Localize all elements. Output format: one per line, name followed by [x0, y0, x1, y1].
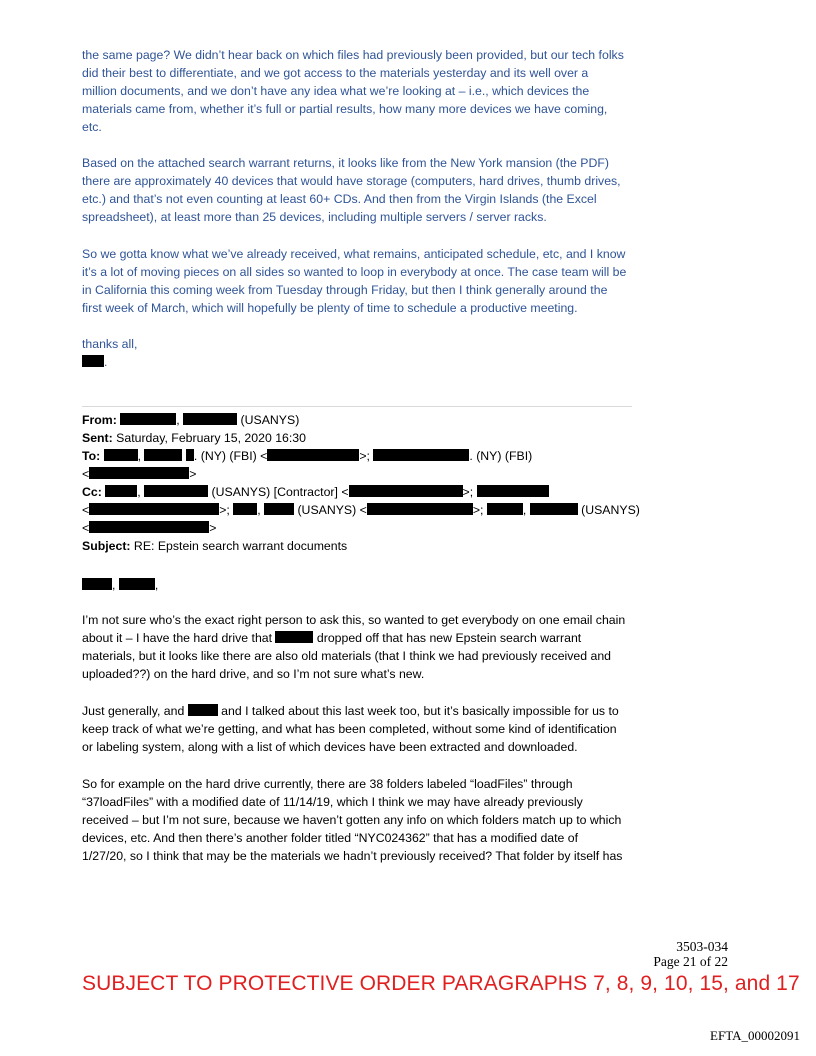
- cc-line-cont: < >; , (USANYS) < >; , (USANYS): [82, 503, 640, 517]
- reply-paragraph-1: the same page? We didn’t hear back on which files had previously been provided, but our tech folks did their best to differentiate, and we got access to the materials yesterday and its well over a million documents, and we don’t have any idea what we’re looking at – i.e., which devices the materials came from, whether it’s full or partial results, how many more devices we have coming, etc.: [82, 48, 624, 134]
- reply-signoff: thanks all, .: [82, 335, 642, 371]
- original-paragraph-3: So for example on the hard drive currently, there are 38 folders labeled “loadFiles” through “37loadFiles” with a modified date of 11/14/19, which I think we may have already previously received – but I’m not sure, because we haven’t gotten any info on which folders match up to which devices, etc. And then there’s another folder titled “NYC024362” that has a modified date of 1/27/20, so I think that may be the materials we hadn’t previously received? That folder by itself has: [82, 777, 623, 863]
- protective-order-notice: SUBJECT TO PROTECTIVE ORDER PARAGRAPHS 7, 8, 9, 10, 15, and 17: [82, 972, 800, 995]
- to-line: To: , . (NY) (FBI) < >; . (NY) (FBI): [82, 449, 533, 463]
- bates-number: EFTA_00002091: [710, 1028, 800, 1043]
- sent-line: Sent: Saturday, February 15, 2020 16:30: [82, 431, 306, 445]
- signature: .: [82, 353, 642, 371]
- page-number: Page 21 of 22: [653, 954, 728, 969]
- greeting: , ,: [82, 576, 642, 594]
- cc-line-cont2: < >: [82, 521, 217, 535]
- to-line-cont: < >: [82, 467, 197, 481]
- redaction-block: [82, 355, 104, 367]
- reply-paragraph-3: So we gotta know what we’ve already received, what remains, anticipated schedule, etc, and I know it’s a lot of moving pieces on all sides so wanted to loop in everybody at once. The case team will be in California this coming week from Tuesday through Friday, but then I think generally around the first week of March, which will hopefully be plenty of time to schedule a productive meeting.: [82, 247, 627, 315]
- original-paragraph-2: Just generally, and and I talked about this last week too, but it’s basically impossible for us to keep track of what we’re getting, and what has been completed, without some kind of identification or labeling system, along with a list of which devices have been extracted and downloaded.: [82, 704, 619, 754]
- original-paragraph-1: I’m not sure who’s the exact right person to ask this, so wanted to get everybody on one email chain about it – I have the hard drive that dropped off that has new Epstein search warrant materials, but it looks like there are also old materials (that I think we had previously received and uploaded??) on the hard drive, and so I’m not sure what’s new.: [82, 613, 626, 681]
- email-header: [82, 411, 682, 555]
- subject-line: Subject: RE: Epstein search warrant documents: [82, 539, 348, 553]
- cc-line: Cc: , (USANYS) [Contractor] < >;: [82, 483, 682, 501]
- reply-paragraph-2: Based on the attached search warrant returns, it looks like from the New York mansion (the PDF) there are approximately 40 devices that would have storage (computers, hard drives, thumb drives, etc.) and that’s not even counting at least 60+ CDs. And then from the Virgin Islands (the Excel spreadsheet), at least more than 25 devices, including multiple servers / server racks.: [82, 156, 621, 224]
- from-line: From: , (USANYS): [82, 413, 300, 427]
- divider: [82, 406, 632, 407]
- document-id: 3503-034: [676, 939, 728, 954]
